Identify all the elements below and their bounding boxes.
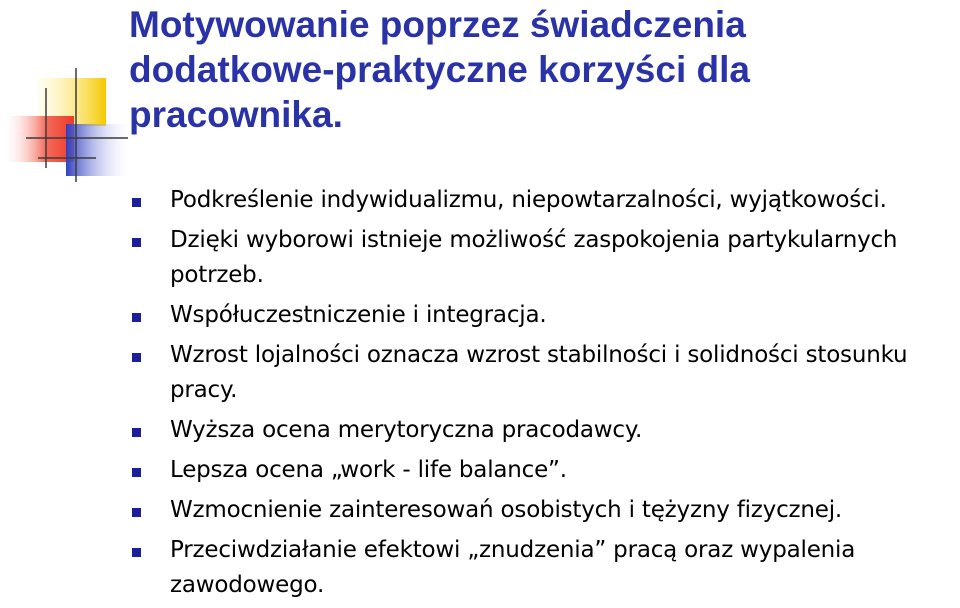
bullet-item [132, 298, 958, 333]
square-bullet-icon [132, 198, 141, 207]
bullet-item [132, 413, 958, 448]
bullet-item [132, 223, 958, 293]
decorative-logo [0, 0, 130, 190]
bullet-list [132, 183, 958, 608]
square-bullet-icon [132, 428, 141, 437]
bullet-text: Wyższa ocena merytoryczna pracodawcy. [170, 417, 643, 443]
logo-red-block [4, 116, 74, 162]
bullet-item [132, 183, 958, 218]
bullet-item [132, 493, 958, 528]
bullet-text: Lepsza ocena „work - life balance”. [170, 457, 567, 483]
square-bullet-icon [132, 313, 141, 322]
bullet-text: Dzięki wyborowi istnieje możliwość zaspokojenia partykularnych potrzeb. [170, 227, 898, 288]
slide-title [129, 2, 929, 137]
title-line: dodatkowe-praktyczne korzyści dla [129, 49, 750, 90]
title-line: pracownika. [129, 94, 343, 135]
bullet-item [132, 338, 958, 408]
bullet-text: Przeciwdziałanie efektowi „znudzenia” pracą oraz wypalenia zawodowego. [170, 537, 856, 598]
square-bullet-icon [132, 508, 141, 517]
bullet-text: Podkreślenie indywidualizmu, niepowtarzalności, wyjątkowości. [170, 187, 887, 213]
square-bullet-icon [132, 468, 141, 477]
square-bullet-icon [132, 353, 141, 362]
bullet-item [132, 453, 958, 488]
title-line: Motywowanie poprzez świadczenia [129, 4, 746, 45]
bullet-text: Współuczestniczenie i integracja. [170, 302, 547, 328]
square-bullet-icon [132, 238, 141, 247]
square-bullet-icon [132, 548, 141, 557]
bullet-text: Wzmocnienie zainteresowań osobistych i tężyzny fizycznej. [170, 497, 843, 523]
bullet-text: Wzrost lojalności oznacza wzrost stabilności i solidności stosunku pracy. [170, 342, 908, 403]
bullet-item [132, 533, 958, 603]
